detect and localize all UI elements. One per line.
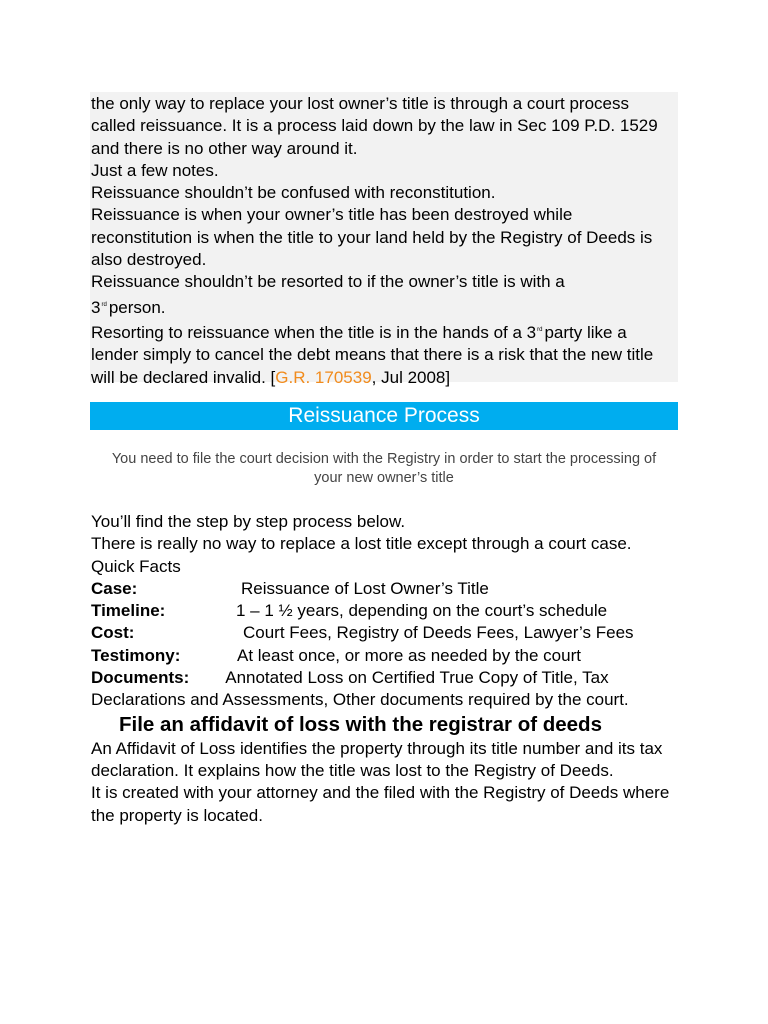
intro-line: Reissuance is when your owner’s title has been destroyed while reconstitution is when the title to your land held by the Registry of Deeds is also destroyed. [91, 205, 653, 270]
fact-label: Documents: [91, 668, 190, 688]
fact-label: Testimony: [91, 645, 181, 665]
fact-timeline [91, 600, 681, 622]
resort-pre: Resorting to reissuance when the title is in the hands of a 3 [91, 322, 537, 342]
fact-testimony [91, 645, 681, 667]
resort-end: , Jul 2008] [371, 367, 451, 387]
banner-title: Reissuance Process [288, 404, 480, 427]
section-banner [90, 402, 678, 430]
fact-documents [91, 667, 681, 712]
intro-line: the only way to replace your lost owner’s title is through a court process called reissuance. It is a process laid down by the law in Sec 109 P.D. 1529 and there is no other way around it. [91, 94, 658, 158]
fact-label: Case: [91, 578, 138, 598]
fact-cost [91, 622, 681, 644]
fact-label: Cost: [91, 623, 135, 643]
fact-case [91, 578, 681, 600]
banner-subtitle: You need to file the court decision with the Registry in order to start the processing of your new owner’s title [111, 451, 657, 486]
third-sup: rd [101, 301, 107, 308]
resort-post: party like a lender simply to cancel the debt means that there is a risk that the new title will be declared invalid. [ [91, 322, 654, 387]
fact-value: Annotated Loss on Certified True Copy of Title, Tax Declarations and Assessments, Other documents required by the court. [91, 668, 629, 710]
intro-line: Reissuance shouldn’t be resorted to if the owner’s title is with a [91, 272, 565, 292]
quick-facts-label: Quick Facts [91, 556, 181, 576]
third-rest: person. [108, 297, 166, 317]
section-heading: File an affidavit of loss with the registrar of deeds [119, 712, 602, 736]
fact-value: At least once, or more as needed by the court [237, 645, 581, 665]
body-line: There is really no way to replace a lost title except through a court case. [91, 534, 632, 554]
third-person-line [91, 294, 676, 319]
body-paragraph: It is created with your attorney and the filed with the Registry of Deeds where the property is located. [91, 783, 670, 825]
resort-paragraph [91, 319, 676, 389]
third-num: 3 [91, 297, 101, 317]
case-citation-link[interactable]: G.R. 170539 [275, 367, 372, 387]
fact-value: 1 – 1 ½ years, depending on the court’s schedule [236, 601, 608, 621]
fact-value: Reissuance of Lost Owner’s Title [241, 578, 489, 598]
main-body [91, 511, 681, 827]
fact-label: Timeline: [91, 601, 166, 621]
resort-sup: rd [537, 326, 543, 333]
intro-line: Reissuance shouldn’t be confused with reconstitution. [91, 183, 496, 203]
body-line: You’ll find the step by step process below. [91, 512, 406, 531]
fact-value: Court Fees, Registry of Deeds Fees, Lawyer’s Fees [243, 623, 634, 643]
intro-line: Just a few notes. [91, 160, 219, 180]
body-paragraph: An Affidavit of Loss identifies the property through its title number and its tax declaration. It explains how the title was lost to the Registry of Deeds. [91, 738, 663, 780]
intro-section [91, 93, 676, 389]
